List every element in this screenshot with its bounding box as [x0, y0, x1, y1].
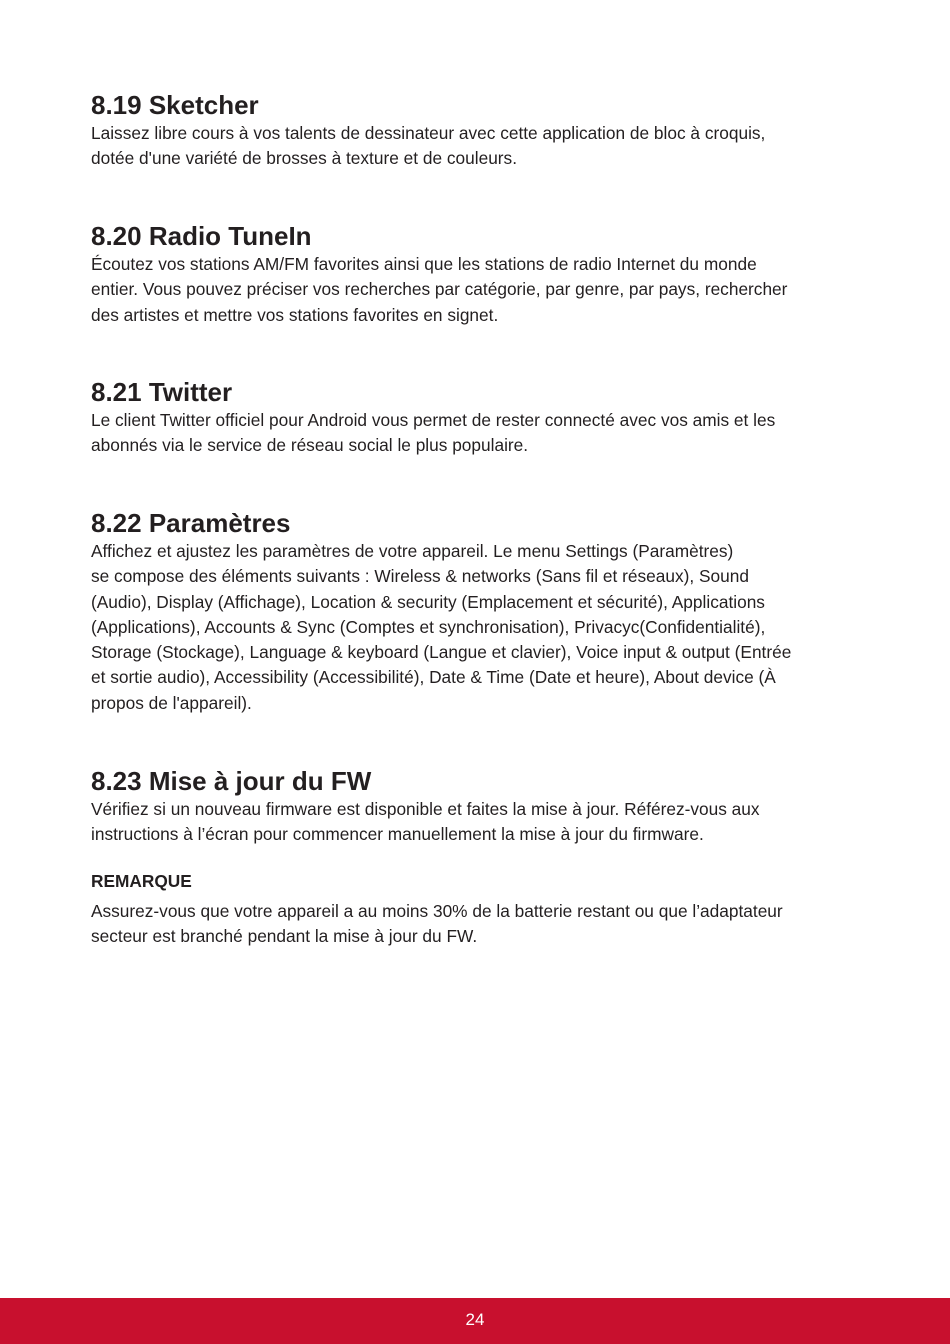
section-line: (Audio), Display (Affichage), Location & security (Emplacement et sécurité), Applications: [91, 591, 765, 612]
section-heading: 8.22 Paramètres: [91, 508, 291, 538]
section-line: Écoutez vos stations AM/FM favorites ainsi que les stations de radio Internet du monde: [91, 254, 757, 274]
section-line: (Applications), Accounts & Sync (Comptes et synchronisation), Privacyc(Confidentialité),: [91, 616, 766, 637]
section-twitter: [91, 377, 866, 459]
note-line: Assurez-vous que votre appareil a au moins 30% de la batterie restant ou que l’adaptateur: [91, 901, 783, 921]
note-title: REMARQUE: [91, 871, 192, 891]
section-line: Affichez et ajustez les paramètres de votre appareil. Le menu Settings (Paramètres): [91, 541, 734, 561]
section-sketcher: [91, 90, 866, 172]
section-line: propos de l'appareil).: [91, 692, 252, 713]
section-body: [91, 797, 866, 848]
section-radio-tunein: [91, 221, 866, 328]
section-line: Storage (Stockage), Language & keyboard (Langue et clavier), Voice input & output (Entrée: [91, 642, 792, 663]
section-line: instructions à l’écran pour commencer manuellement la mise à jour du firmware.: [91, 824, 704, 845]
section-parametres: [91, 508, 866, 716]
section-heading: 8.23 Mise à jour du FW: [91, 766, 372, 796]
section-line: abonnés via le service de réseau social le plus populaire.: [91, 435, 529, 456]
note-body: [91, 899, 866, 950]
section-line: dotée d'une variété de brosses à texture et de couleurs.: [91, 148, 517, 169]
section-body: [91, 408, 866, 459]
section-line: entier. Vous pouvez préciser vos recherches par catégorie, par genre, par pays, rechercher: [91, 279, 788, 300]
section-heading: 8.20 Radio TuneIn: [91, 221, 312, 251]
section-body: [91, 252, 866, 328]
section-heading: 8.19 Sketcher: [91, 90, 259, 120]
section-mise-a-jour-fw: [91, 766, 866, 848]
note-line: secteur est branché pendant la mise à jour du FW.: [91, 926, 478, 947]
section-line: des artistes et mettre vos stations favorites en signet.: [91, 304, 499, 325]
section-line: Vérifiez si un nouveau firmware est disponible et faites la mise à jour. Référez-vous aux: [91, 799, 760, 819]
page-number: 24: [465, 1310, 485, 1329]
section-body: [91, 539, 866, 716]
section-line: Le client Twitter officiel pour Android vous permet de rester connecté avec vos amis et les: [91, 410, 776, 430]
section-line: et sortie audio), Accessibility (Accessibilité), Date & Time (Date et heure), About device (À: [91, 667, 776, 688]
section-body: [91, 121, 866, 172]
section-heading: 8.21 Twitter: [91, 377, 233, 407]
section-line: se compose des éléments suivants : Wireless & networks (Sans fil et réseaux), Sound: [91, 566, 749, 587]
section-line: Laissez libre cours à vos talents de dessinateur avec cette application de bloc à croquis,: [91, 123, 766, 143]
page-footer-bar: [0, 1298, 950, 1344]
